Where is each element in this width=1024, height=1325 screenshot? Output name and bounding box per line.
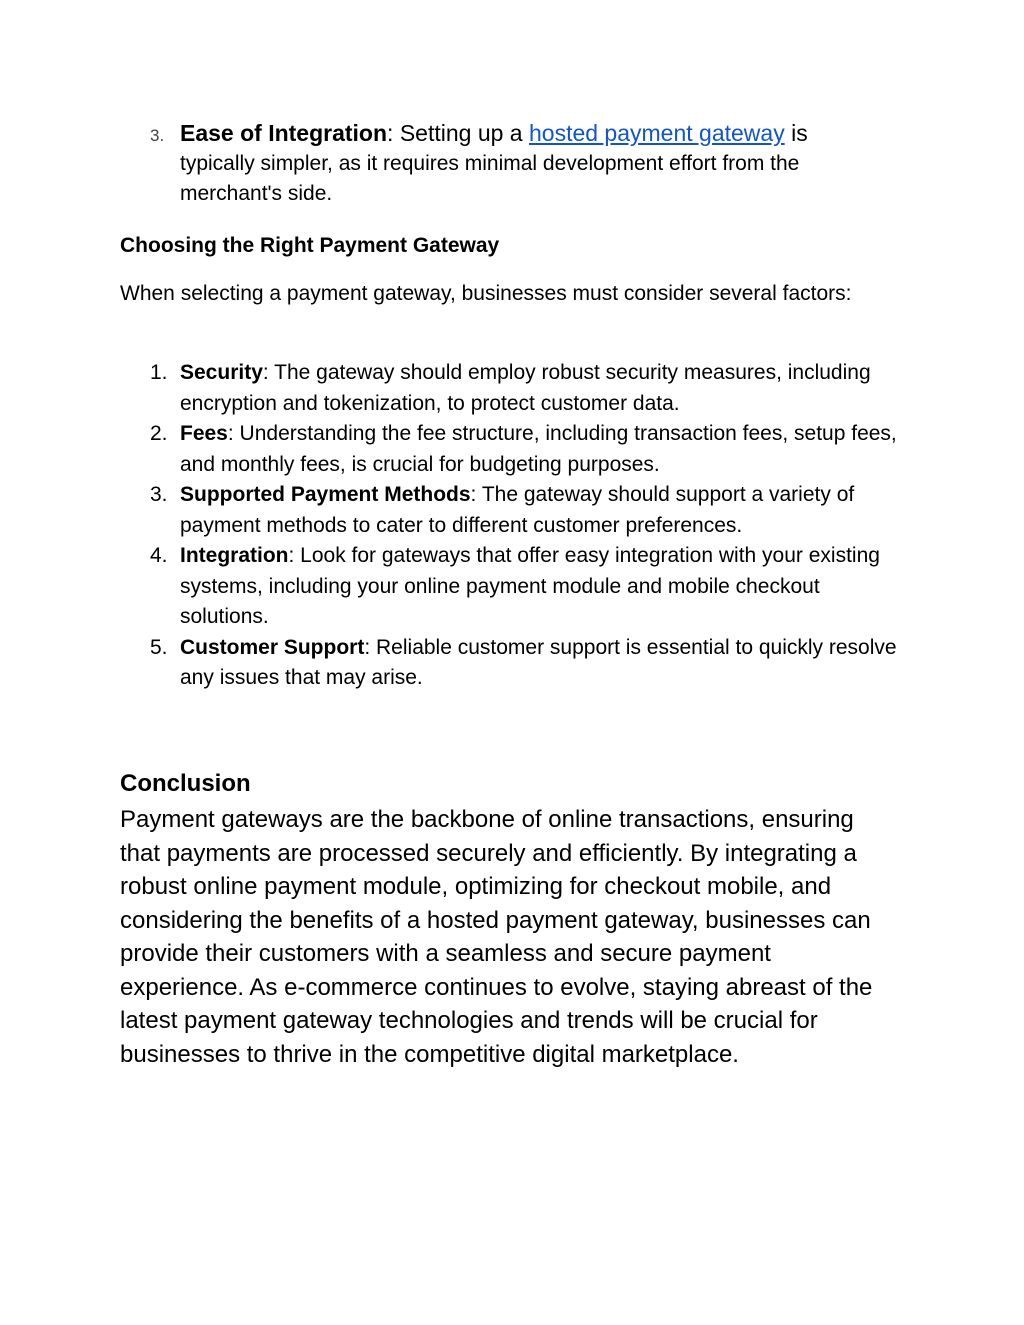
section-heading: Choosing the Right Payment Gateway xyxy=(120,234,500,257)
list-number: 3. xyxy=(150,126,165,145)
list-item-text: : The gateway should employ robust security measures, including encryption and tokenization, to protect customer data. xyxy=(180,361,871,415)
factors-list xyxy=(120,358,910,694)
list-item-text: : Look for gateways that offer easy integration with your existing systems, including your online payment module and mobile checkout solutions. xyxy=(180,544,880,628)
list-item-term: Customer Support xyxy=(180,635,365,659)
list-item xyxy=(120,358,910,419)
list-item xyxy=(120,633,910,694)
list-item-continuation: typically simpler, as it requires minimal development effort from the merchant's side. xyxy=(180,152,800,205)
list-item xyxy=(120,419,910,480)
list-item-term: Fees xyxy=(180,422,228,445)
list-item-term: Ease of Integration xyxy=(180,120,388,146)
conclusion-heading: Conclusion xyxy=(120,770,251,797)
list-number: 3. xyxy=(150,483,168,506)
list-item-text: : Understanding the fee structure, including transaction fees, setup fees, and monthly fees, is crucial for budgeting purposes. xyxy=(180,422,897,476)
list-item-text: : The gateway should support a variety of payment methods to cater to different customer preferences. xyxy=(180,483,855,537)
list-item-term: Supported Payment Methods xyxy=(180,483,471,506)
list-item-term: Integration xyxy=(180,544,289,567)
list-item xyxy=(120,480,910,541)
list-number: 4. xyxy=(150,544,168,567)
list-item-term: Security xyxy=(180,361,263,384)
conclusion-body: Payment gateways are the backbone of online transactions, ensuring that payments are processed securely and efficiently. By integrating a robust online payment module, optimizing for checkout mobile, and considering the benefits of a hosted payment gateway, businesses can provide their customers with a seamless and secure payment experience. As e-commerce continues to evolve, staying abreast of the latest payment gateway technologies and trends will be crucial for businesses to thrive in the competitive digital marketplace. xyxy=(120,806,873,1068)
section-intro: When selecting a payment gateway, businesses must consider several factors: xyxy=(120,282,852,305)
list-number: 1. xyxy=(150,361,168,384)
list-number: 5. xyxy=(150,635,168,659)
list-item-ease-of-integration xyxy=(120,118,880,209)
list-item-text-after-link: is xyxy=(784,120,808,146)
list-number: 2. xyxy=(150,422,168,445)
list-item-text: : Setting up a xyxy=(387,120,529,146)
list-item-text: : Reliable customer support is essential to quickly resolve any issues that may arise. xyxy=(180,635,897,689)
list-item xyxy=(120,541,910,633)
hosted-payment-gateway-link[interactable]: hosted payment gateway xyxy=(528,120,785,146)
